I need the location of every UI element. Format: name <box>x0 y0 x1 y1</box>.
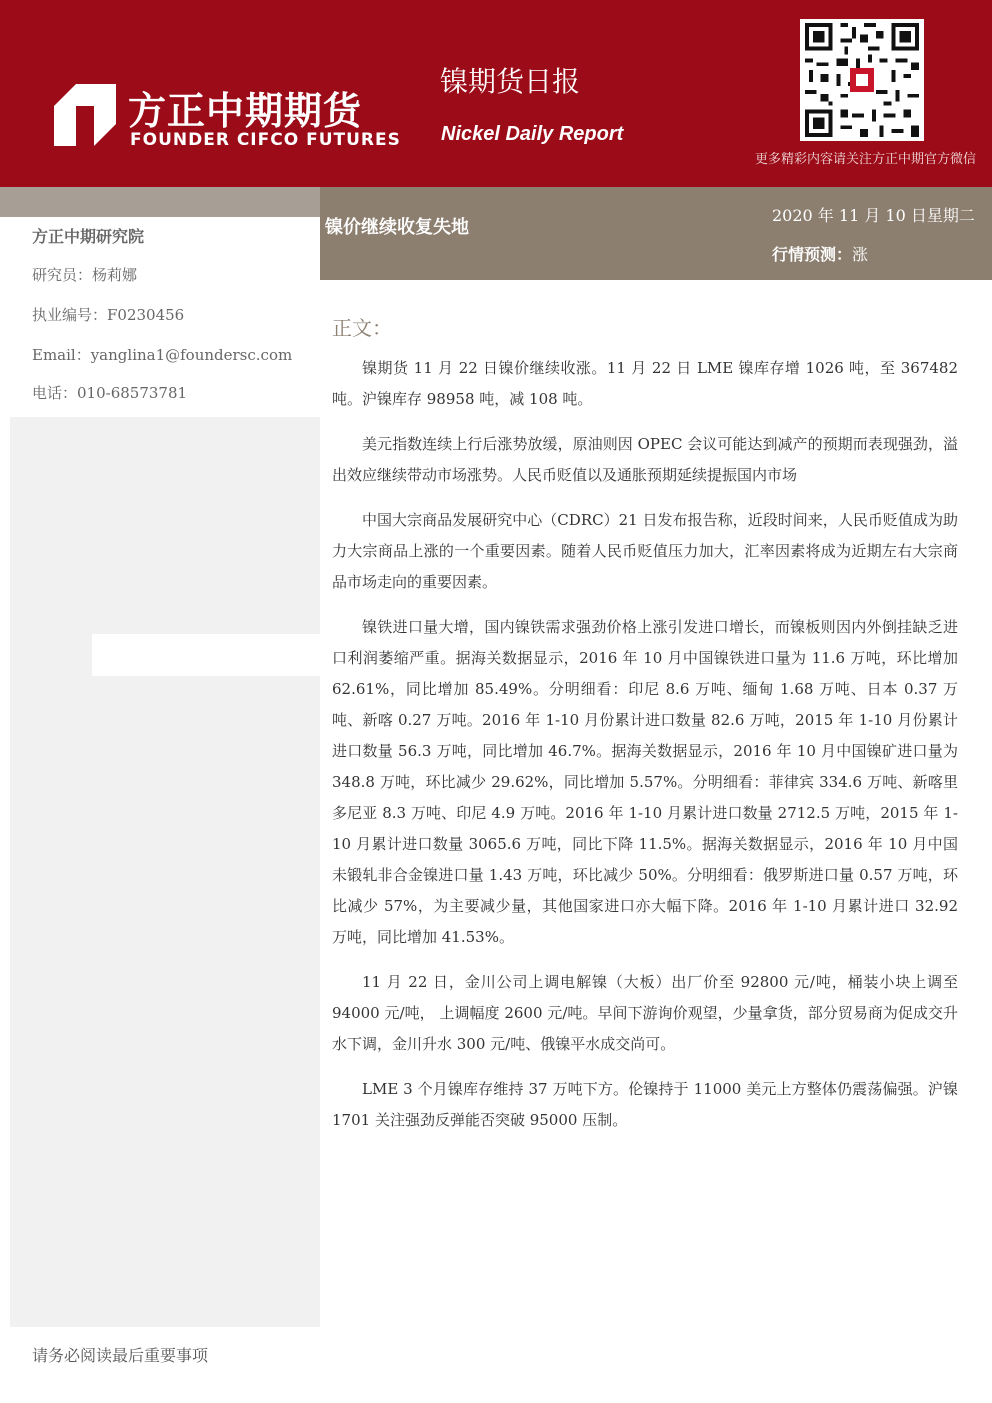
forecast-label: 行情预测： <box>772 245 853 264</box>
body-paragraph: 美元指数连续上行后涨势放缓，原油则因 OPEC 会议可能达到减产的预期而表现强劲，溢出效应继续带动市场涨势。人民币贬值以及通胀预期延续提振国内市场 <box>332 435 958 484</box>
report-title-cn: 镍期货日报 <box>440 65 581 98</box>
sidebar-panel <box>10 417 320 1327</box>
section-title: 正文： <box>332 316 392 340</box>
analyst-name: 研究员：杨莉娜 <box>32 266 138 284</box>
body-paragraph: 镍期货 11 月 22 日镍价继续收涨。11 月 22 日 LME 镍库存增 1026 吨，至 367482 吨。沪镍库存 98958 吨，减 108 吨。 <box>332 359 958 408</box>
report-body <box>332 353 958 1150</box>
report-title-en: Nickel Daily Report <box>441 123 624 145</box>
qr-code-icon[interactable] <box>800 19 924 141</box>
body-paragraph: 11 月 22 日，金川公司上调电解镍（大板）出厂价至 92800 元/吨，桶装小块上调至 94000 元/吨， 上调幅度 2600 元/吨。早间下游询价观望，少量拿货，部分贸易商为促成交升水下调，金川升水 300 元/吨、俄镍平水成交尚可。 <box>332 973 958 1053</box>
logo-mark-icon <box>54 84 116 146</box>
brand-name-cn: 方正中期期货 <box>128 89 363 133</box>
disclaimer-note: 请务必阅读最后重要事项 <box>32 1346 209 1365</box>
header-band <box>0 0 992 187</box>
body-paragraph: 中国大宗商品发展研究中心（CDRC）21 日发布报告称，近段时间来，人民币贬值成为助力大宗商品上涨的一个重要因素。随着人民币贬值压力加大，汇率因素将成为近期左右大宗商品市场走向的重要因素。 <box>332 511 958 591</box>
forecast-value: 涨 <box>852 245 869 264</box>
body-paragraph: LME 3 个月镍库存维持 37 万吨下方。伦镍持于 11000 美元上方整体仍震荡偏强。沪镍 1701 关注强劲反弹能否突破 95000 压制。 <box>332 1080 958 1129</box>
sidebar-panel-notch <box>92 634 320 676</box>
analyst-email[interactable]: Email：yanglina1@foundersc.com <box>32 346 293 364</box>
report-headline: 镍价继续收复失地 <box>325 217 469 238</box>
license-number: 执业编号：F0230456 <box>32 306 185 324</box>
market-forecast <box>772 242 868 265</box>
institute-name: 方正中期研究院 <box>32 227 145 246</box>
analyst-phone: 电话：010-68573781 <box>32 384 188 402</box>
wechat-follow-note: 更多精彩内容请关注方正中期官方微信 <box>754 152 976 167</box>
brand-name-en: FOUNDER CIFCO FUTURES <box>130 130 401 150</box>
report-date: 2020 年 11 月 10 日星期二 <box>772 206 975 225</box>
body-paragraph: 镍铁进口量大增，国内镍铁需求强劲价格上涨引发进口增长，而镍板则因内外倒挂缺乏进口利润萎缩严重。据海关数据显示，2016 年 10 月中国镍铁进口量为 11.6 万吨，环比增加 62.61%，同比增加 85.49%。分明细看：印尼 8.6 万吨、缅甸 1.68 万吨、日本 0.37 万吨、新喀 0.27 万吨。2016 年 1-10 月份累计进口数量 82.6 万吨，2015 年 1-10 月份累计进口数量 56.3 万吨，同比增加 46.7%。据海关数据显示，2016 年 10 月中国镍矿进口量为 348.8 万吨，环比减少 29.62%，同比增加 5.57%。分明细看：菲律宾 334.6 万吨、新喀里多尼亚 8.3 万吨、印尼 4.9 万吨。2016 年 1-10 月累计进口数量 2712.5 万吨，2015 年 1-10 月累计进口数量 3065.6 万吨，同比下降 11.5%。据海关数据显示，2016 年 10 月中国未锻轧非合金镍进口量 1.43 万吨，环比减少 50%。分明细看：俄罗斯进口量 0.57 万吨，环比减少 57%，为主要减少量，其他国家进口亦大幅下降。2016 年 1-10 月累计进口 32.92 万吨，同比增加 41.53%。 <box>332 618 958 946</box>
